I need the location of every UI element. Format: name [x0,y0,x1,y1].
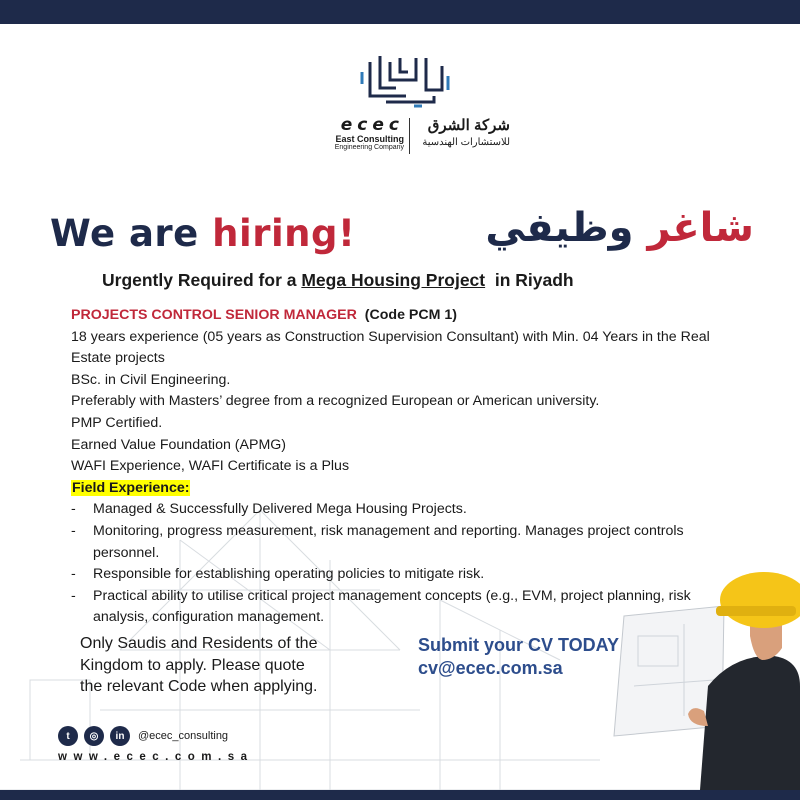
position-title: PROJECTS CONTROL SENIOR MANAGER [71,307,357,323]
twitter-icon[interactable]: t [58,726,78,746]
requirement-item: Preferably with Masters’ degree from a recognized European or American university. [71,393,600,410]
logo-arabic-line1: شركة الشرق [427,117,510,134]
logo-wordmark: ecec [340,115,404,135]
email-link[interactable]: cv@ecec.com.sa [418,658,563,678]
list-item: - Responsible for establishing operating policies to mitigate risk. [71,564,731,586]
list-item: - Managed & Successfully Delivered Mega Housing Projects. [71,499,731,521]
logo-name-line1: East Consulting [335,134,404,144]
subheading-underlined: Mega Housing Project [301,270,486,290]
arabic-headline-word1: شاغر [647,205,754,251]
social-handle[interactable]: @ecec_consulting [138,730,229,742]
submit-cv-text: Submit your CV TODAY [418,635,620,655]
logo-divider [409,118,410,154]
requirement-item: WAFI Experience, WAFI Certificate is a Plus [71,458,350,475]
requirement-item: 18 years experience (05 years as Construction Supervision Consultant) with Min. 04 Years in the Real Estate projects [71,328,710,367]
headline-part1: We are [50,212,213,255]
requirement-item: BSc. in Civil Engineering. [71,371,231,388]
field-experience-heading-line [71,478,731,500]
top-banner-bar [0,0,800,24]
website-link[interactable]: www.ecec.com.sa [58,751,254,763]
instagram-icon[interactable]: ◎ [84,726,104,746]
logo-name-line2: Engineering Company [334,144,404,151]
hiring-headline [50,212,355,255]
engineer-with-helmet-illustration [604,536,800,790]
requirement-item: Earned Value Foundation (APMG) [71,436,287,453]
subheading-before: Urgently Required for a [102,270,302,290]
position-title-line [71,305,731,327]
logo-arabic-text [414,116,510,150]
arabic-headline [478,205,754,251]
logo-arabic-line2: للاستشارات الهندسية [422,137,510,148]
submit-cv-callout [418,634,619,680]
headline-part2: hiring! [212,212,356,255]
ecec-logo-mark-icon [356,50,456,112]
bottom-banner-bar [0,790,800,800]
subheading-after: in Riyadh [485,270,574,290]
position-code: (Code PCM 1) [356,307,457,323]
list-item: - Practical ability to utilise critical project management concepts (e.g., EVM, project planning, risk analysis, configuration management. [71,586,731,629]
arabic-headline-word2: وظيفي [485,205,634,251]
logo-latin-text [298,116,404,152]
social-links [58,726,228,746]
linkedin-icon[interactable]: in [110,726,130,746]
subheading [102,270,574,291]
field-experience-heading: Field Experience: [72,479,190,496]
list-item: - Monitoring, progress measurement, risk management and reporting. Manages project controls personnel. [71,521,731,564]
requirement-item: PMP Certified. [71,414,163,431]
eligibility-note: Only Saudis and Residents of the Kingdom to apply. Please quote the relevant Code when applying. [80,635,318,695]
